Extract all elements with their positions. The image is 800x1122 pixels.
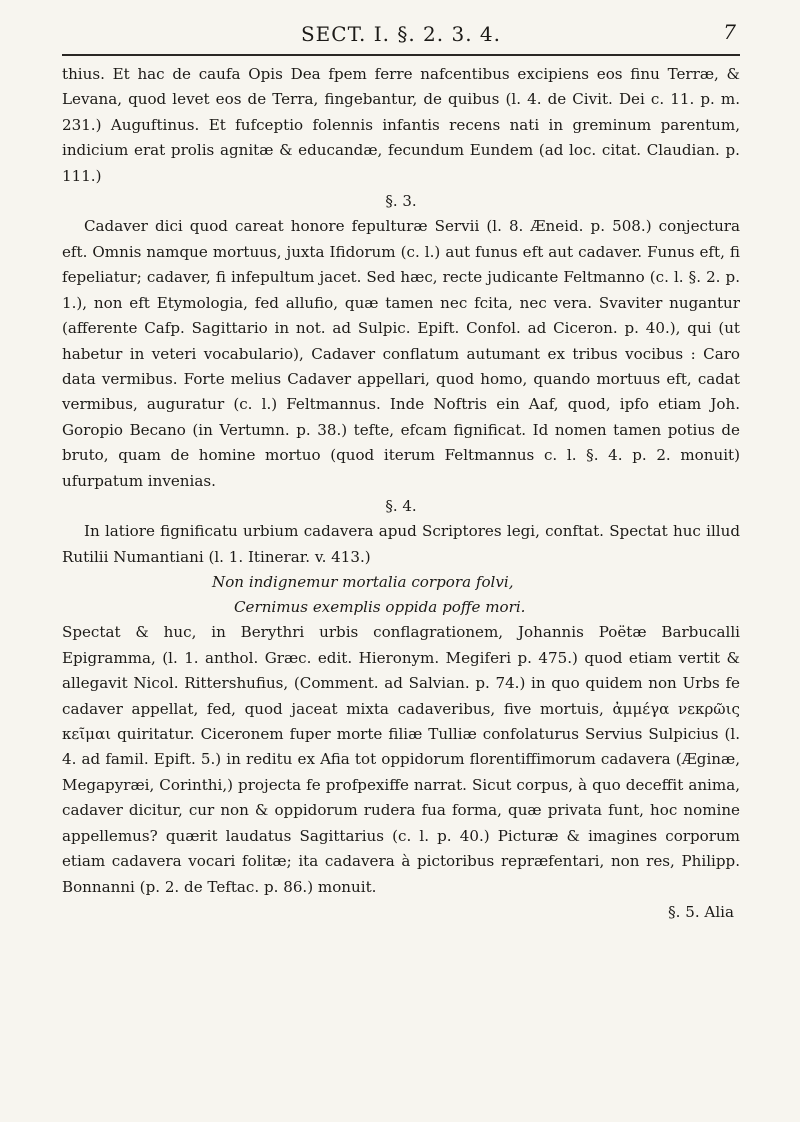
body-text [62, 62, 740, 926]
running-head [62, 14, 740, 56]
verse-line-1: Non indignemur mortalia corpora folvi, [212, 573, 514, 592]
page-number: 7 [723, 20, 736, 44]
section-4-text-after-verse: Spectat & huc, in Berythri urbis conflagrationem, Johannis Poëtæ Barbucalli Epigramma, (l. 1. anthol. Græc. edit. Hieronym. Megiferi p. 475.) quod etiam vertit & allegavit Nicol. Rittershufius, (Comment. ad Salvian. p. 74.) in quo quidem non Urbs fe cadaver appellat, fed, quod jaceat mixta cadaveribus, five mortuis, ἀμμέγα νεκρῶις κεῖμαι quiritatur. Ciceronem fuper morte filiæ Tulliæ confolaturus Servius Sulpicius (l. 4. ad famil. Epift. 5.) in reditu ex Afia tot oppidorum florentiffimorum cadavera (Æginæ, Megapyræi, Corinthi,) projecta fe profpexiffe narrat. Sicut corpus, à quo deceffit anima, cadaver dicitur, cur non & oppidorum rudera fua forma, quæ privata funt, hoc nomine appellemus? quærit laudatus Sagittarius (c. l. p. 40.) Picturæ & imagines corporum etiam cadavera vocari folitæ; ita cadavera à pictoribus repræfentari, non res, Philipp. Bonnanni (p. 2. de Teftac. p. 86.) monuit. [62, 623, 740, 896]
paragraph-continued: thius. Et hac de caufa Opis Dea fpem ferre nafcentibus excipiens eos finu Terræ, & Levana, quod levet eos de Terra, fingebantur, de quibus (l. 4. de Civit. Dei c. 11. p. m. 231.) Auguftinus. Et fufceptio folennis infantis recens nati in greminum parentum, indicium erat prolis agnitæ & educandæ, fecundum Eundem (ad loc. citat. Claudian. p. 111.) [62, 65, 740, 185]
verse-line-2: Cernimus exemplis oppida poffe mori. [234, 598, 526, 617]
section-number-4: §. 4. [385, 497, 417, 516]
running-title: SECT. I. §. 2. 3. 4. [300, 22, 501, 46]
section-4-text-before-verse: In latiore fignificatu urbium cadavera apud Scriptores legi, conftat. Spectat huc illud Rutilii Numantiani (l. 1. Itinerar. v. 413.) [62, 522, 740, 566]
catchword-next-section: §. 5. Alia [668, 903, 734, 922]
section-number-3: §. 3. [385, 192, 417, 211]
section-3-text: Cadaver dici quod careat honore fepulturæ Servii (l. 8. Æneid. p. 508.) conjectura eft. Omnis namque mortuus, juxta Ifidorum (c. l.) aut funus eft aut cadaver. Funus eft, fi fepeliatur; cadaver, fi infepultum jacet. Sed hæc, recte judicante Feltmanno (c. l. §. 2. p. 1.), non eft Etymologia, fed allufio, quæ tamen nec fcita, nec vera. Svaviter nugantur (afferente Cafp. Sagittario in not. ad Sulpic. Epift. Confol. ad Ciceron. p. 40.), qui (ut habetur in veteri vocabulario), Cadaver conflatum autumant ex tribus vocibus : Caro data vermibus. Forte melius Cadaver appellari, quod homo, quando mortuus eft, cadat vermibus, auguratur (c. l.) Feltmannus. Inde Noftris ein Aaf, quod, ipfo etiam Joh. Goropio Becano (in Vertumn. p. 38.) tefte, efcam fignificat. Id nomen tamen potius de bruto, quam de homine mortuo (quod iterum Feltmannus c. l. §. 4. p. 2. monuit) ufurpatum invenias. [62, 217, 740, 490]
